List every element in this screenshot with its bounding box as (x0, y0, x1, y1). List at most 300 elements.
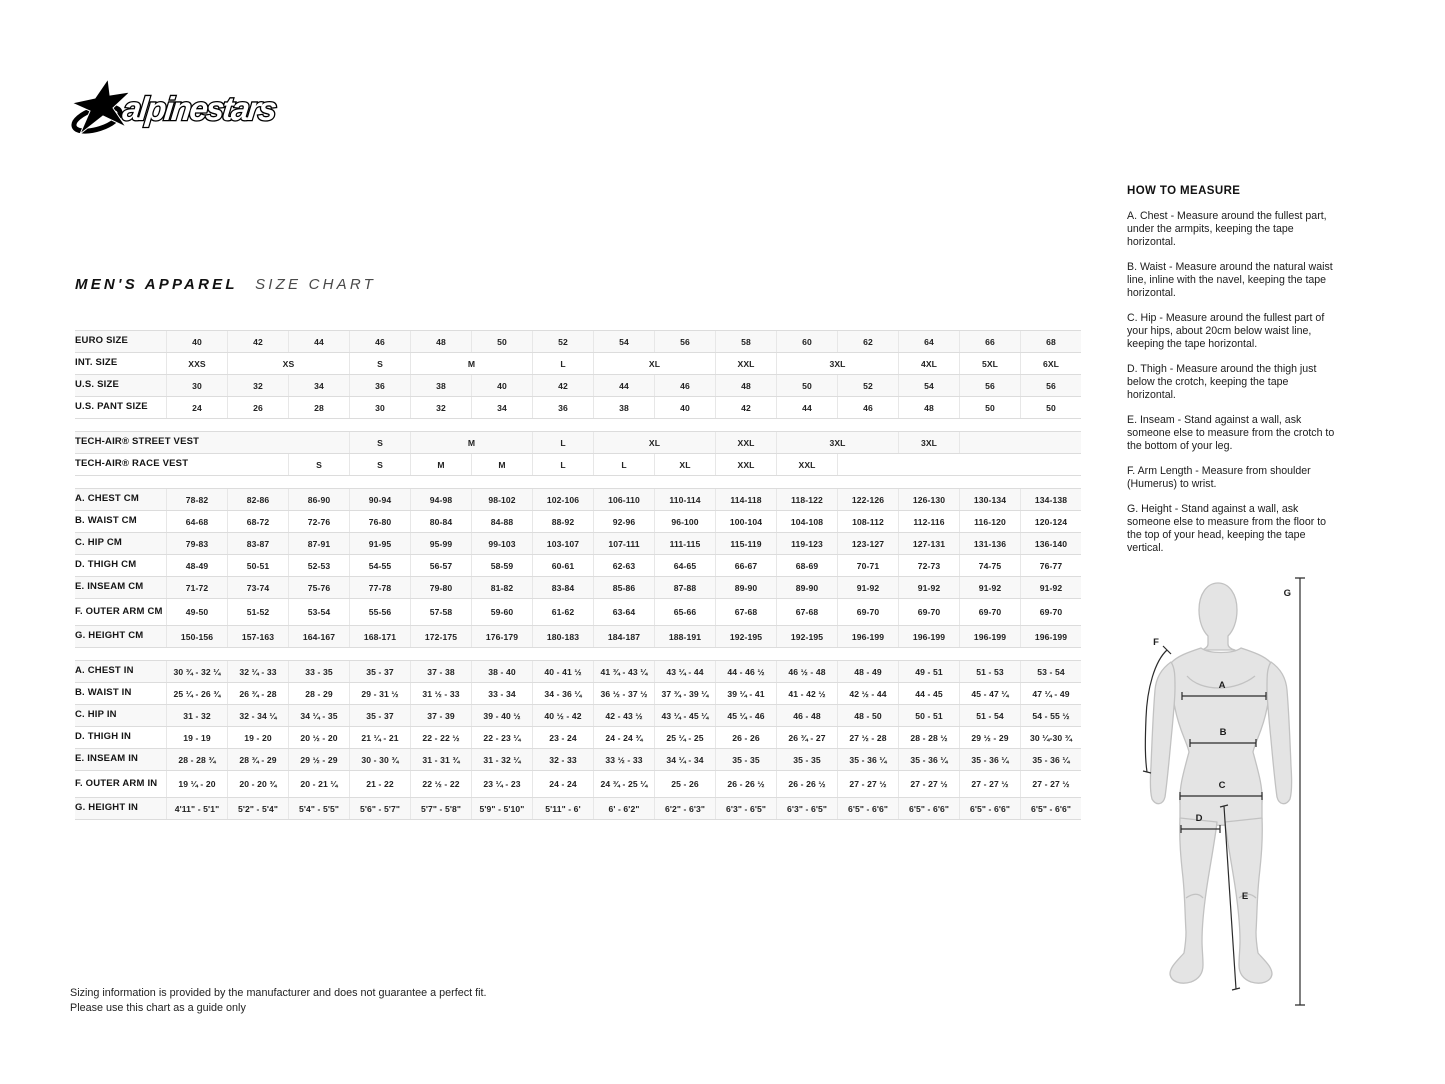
row-label: E. INSEAM IN (75, 753, 139, 765)
size-cell: 44 (288, 331, 349, 352)
how-to-measure-item: A. Chest - Measure around the fullest part, under the armpits, keeping the tape horizontal. (1127, 210, 1327, 249)
size-cell: 62-63 (593, 555, 654, 576)
size-cell: 57-58 (410, 599, 471, 625)
size-cell: 29 ½ - 29 (288, 749, 349, 770)
row-label: C. HIP IN (75, 709, 117, 721)
size-cell: 91-95 (349, 533, 410, 554)
size-cell: 134-138 (1020, 489, 1081, 510)
size-cell: 78-82 (166, 489, 227, 510)
size-cell: 22 ½ - 22 (410, 771, 471, 797)
size-cell: 6'5" - 6'6" (959, 798, 1020, 819)
size-cell: 50-51 (227, 555, 288, 576)
row-label: U.S. PANT SIZE (75, 401, 148, 413)
size-cell: 25 ¼ - 26 ¾ (166, 683, 227, 704)
size-cell: 88-92 (532, 511, 593, 532)
size-cell: 6'3" - 6'5" (776, 798, 837, 819)
size-cell: 64 (898, 331, 959, 352)
size-cell: 77-78 (349, 577, 410, 598)
row-label: U.S. SIZE (75, 379, 120, 391)
size-cell: 50 (959, 397, 1020, 418)
size-cell: 79-80 (410, 577, 471, 598)
size-cell: 36 (349, 375, 410, 396)
size-cell: 31 - 32 (166, 705, 227, 726)
table-row (75, 555, 1081, 577)
size-cell: 176-179 (471, 626, 532, 647)
size-cell: 39 ¼ - 41 (715, 683, 776, 704)
size-cell: 37 - 39 (410, 705, 471, 726)
size-cell: L (532, 454, 593, 475)
size-cell: 5XL (959, 353, 1020, 374)
row-label: TECH-AIR® RACE VEST (75, 458, 189, 470)
size-cell: 5'9" - 5'10" (471, 798, 532, 819)
row-label: INT. SIZE (75, 357, 118, 369)
size-cell: 75-76 (288, 577, 349, 598)
size-cell: 55-56 (349, 599, 410, 625)
size-cell: 102-106 (532, 489, 593, 510)
size-cell: 4'11" - 5'1" (166, 798, 227, 819)
size-cell: 40 (471, 375, 532, 396)
size-cell: 32 - 33 (532, 749, 593, 770)
size-cell: 76-77 (1020, 555, 1081, 576)
size-cell: 45 ¼ - 46 (715, 705, 776, 726)
row-label: G. HEIGHT CM (75, 630, 144, 642)
size-cell: XL (593, 353, 715, 374)
size-cell: M (471, 454, 532, 475)
size-cell: 86-90 (288, 489, 349, 510)
size-cell: 60-61 (532, 555, 593, 576)
size-cell: 108-112 (837, 511, 898, 532)
size-cell: L (593, 454, 654, 475)
size-cell: 81-82 (471, 577, 532, 598)
table-row (75, 489, 1081, 511)
size-cell: 39 - 40 ½ (471, 705, 532, 726)
size-cell: 64-65 (654, 555, 715, 576)
size-cell: 5'11" - 6' (532, 798, 593, 819)
size-cell: 42 - 43 ½ (593, 705, 654, 726)
page-title (75, 276, 376, 293)
size-cell: 87-88 (654, 577, 715, 598)
size-cell: 25 ¼ - 25 (654, 727, 715, 748)
row-label: D. THIGH IN (75, 731, 132, 743)
size-cell: 48 - 49 (837, 661, 898, 682)
size-cell: 56 (959, 375, 1020, 396)
size-cell: 24 (166, 397, 227, 418)
size-cell: 96-100 (654, 511, 715, 532)
table-row (75, 577, 1081, 599)
size-cell: 30 (166, 375, 227, 396)
size-cell: 67-68 (776, 599, 837, 625)
table-row (75, 432, 1081, 454)
size-cell: 89-90 (715, 577, 776, 598)
size-cell: XS (227, 353, 349, 374)
size-cell: 27 - 27 ½ (1020, 771, 1081, 797)
size-cell: 3XL (898, 432, 959, 453)
size-cell: M (410, 454, 471, 475)
table-row (75, 771, 1081, 798)
size-cell: 6'5" - 6'6" (1020, 798, 1081, 819)
size-cell: 127-131 (898, 533, 959, 554)
size-cell: 28 (288, 397, 349, 418)
row-label: B. WAIST CM (75, 515, 137, 527)
size-cell: 37 ¾ - 39 ¼ (654, 683, 715, 704)
size-cell: 73-74 (227, 577, 288, 598)
size-cell: 22 - 23 ¼ (471, 727, 532, 748)
size-cell: 80-84 (410, 511, 471, 532)
size-cell: 50 (1020, 397, 1081, 418)
size-cell: 38 (410, 375, 471, 396)
size-cell: 32 ¼ - 33 (227, 661, 288, 682)
size-cell: 65-66 (654, 599, 715, 625)
how-to-measure-item: C. Hip - Measure around the fullest part of your hips, about 20cm below waist line, keeping the tape horizontal. (1127, 312, 1325, 351)
size-cell: 26 - 26 (715, 727, 776, 748)
table-row (75, 375, 1081, 397)
table-section-inches (75, 660, 1081, 820)
row-label: EURO SIZE (75, 335, 129, 347)
size-cell: 58 (715, 331, 776, 352)
size-cell: 48 (898, 397, 959, 418)
size-cell: 5'4" - 5'5" (288, 798, 349, 819)
size-cell: 48-49 (166, 555, 227, 576)
size-cell: 26 - 26 ½ (715, 771, 776, 797)
size-cell: 56-57 (410, 555, 471, 576)
size-cell: 72-76 (288, 511, 349, 532)
size-cell: 32 (227, 375, 288, 396)
size-cell (837, 454, 1081, 475)
measure-line-G (1295, 578, 1305, 1005)
size-cell: 104-108 (776, 511, 837, 532)
size-cell: 83-84 (532, 577, 593, 598)
row-label: F. OUTER ARM CM (75, 605, 163, 617)
table-row (75, 749, 1081, 771)
size-cell: 32 (410, 397, 471, 418)
size-cell: 5'2" - 5'4" (227, 798, 288, 819)
table-row (75, 626, 1081, 648)
size-cell: 48 (715, 375, 776, 396)
alpinestars-wordmark: alpinestars (120, 91, 277, 128)
size-cell: 24 - 24 (532, 771, 593, 797)
size-cell: S (349, 432, 410, 453)
size-cell: 46 (654, 375, 715, 396)
size-cell: 28 - 28 ¾ (166, 749, 227, 770)
size-cell: 35 - 36 ¼ (837, 749, 898, 770)
size-cell: 196-199 (898, 626, 959, 647)
row-label: B. WAIST IN (75, 687, 132, 699)
size-cell: 37 - 38 (410, 661, 471, 682)
size-cell: 66 (959, 331, 1020, 352)
page-title-secondary: SIZE CHART (255, 276, 376, 293)
size-cell: 58-59 (471, 555, 532, 576)
footer-disclaimer (70, 986, 487, 1015)
size-cell: 103-107 (532, 533, 593, 554)
size-cell: 35 - 35 (715, 749, 776, 770)
size-cell: 28 - 28 ½ (898, 727, 959, 748)
size-cell: 122-126 (837, 489, 898, 510)
size-cell: 21 ¼ - 21 (349, 727, 410, 748)
size-cell: 26 (227, 397, 288, 418)
size-cell: 54 - 55 ½ (1020, 705, 1081, 726)
size-cell: 31 - 31 ¾ (410, 749, 471, 770)
size-cell: 91-92 (959, 577, 1020, 598)
size-cell: 46 - 48 (776, 705, 837, 726)
size-cell: 106-110 (593, 489, 654, 510)
size-cell: 107-111 (593, 533, 654, 554)
size-cell: 34 (471, 397, 532, 418)
size-cell: 172-175 (410, 626, 471, 647)
size-cell: 196-199 (837, 626, 898, 647)
size-cell: 42 (532, 375, 593, 396)
size-cell: 40 - 41 ½ (532, 661, 593, 682)
size-cell: 120-124 (1020, 511, 1081, 532)
size-cell: 42 (227, 331, 288, 352)
row-label: C. HIP CM (75, 537, 123, 549)
size-cell: 112-116 (898, 511, 959, 532)
size-cell: 67-68 (715, 599, 776, 625)
size-cell: 23 - 24 (532, 727, 593, 748)
label-A: A (1218, 680, 1226, 691)
size-cell: 27 ½ - 28 (837, 727, 898, 748)
size-cell: 100-104 (715, 511, 776, 532)
table-section-sizes (75, 330, 1081, 419)
table-row (75, 683, 1081, 705)
size-cell: 51 - 54 (959, 705, 1020, 726)
size-cell: 60 (776, 331, 837, 352)
size-cell: 126-130 (898, 489, 959, 510)
size-cell: 34 - 36 ¼ (532, 683, 593, 704)
size-cell: 196-199 (1020, 626, 1081, 647)
table-row (75, 661, 1081, 683)
size-cell: 34 (288, 375, 349, 396)
size-cell: 110-114 (654, 489, 715, 510)
size-cell: 40 ½ - 42 (532, 705, 593, 726)
size-cell: 41 ¾ - 43 ¼ (593, 661, 654, 682)
size-cell: M (410, 353, 532, 374)
size-cell: 47 ¼ - 49 (1020, 683, 1081, 704)
size-cell: 35 - 36 ¼ (1020, 749, 1081, 770)
size-cell: 98-102 (471, 489, 532, 510)
size-cell: 84-88 (471, 511, 532, 532)
size-cell: 33 - 35 (288, 661, 349, 682)
size-cell: 89-90 (776, 577, 837, 598)
how-to-measure-panel (1127, 185, 1339, 567)
how-to-measure-item: B. Waist - Measure around the natural waist line, inline with the navel, keeping the tape horizontal. (1127, 261, 1333, 300)
size-cell: 33 - 34 (471, 683, 532, 704)
size-cell: 42 ½ - 44 (837, 683, 898, 704)
size-cell: 30 ¼-30 ¾ (1020, 727, 1081, 748)
size-cell: 82-86 (227, 489, 288, 510)
size-cell: 119-123 (776, 533, 837, 554)
size-cell: 38 - 40 (471, 661, 532, 682)
size-cell: 36 ½ - 37 ½ (593, 683, 654, 704)
size-cell: 26 ¾ - 28 (227, 683, 288, 704)
size-cell: 71-72 (166, 577, 227, 598)
size-cell: 5'7" - 5'8" (410, 798, 471, 819)
alpinestars-logo (70, 78, 330, 140)
size-cell: 61-62 (532, 599, 593, 625)
table-section-centimeters (75, 488, 1081, 648)
size-cell: 49 - 51 (898, 661, 959, 682)
size-cell: S (288, 454, 349, 475)
how-to-measure-item: E. Inseam - Stand against a wall, ask someone else to measure from the crotch to the bottom of your leg. (1127, 414, 1335, 453)
row-label: D. THIGH CM (75, 559, 137, 571)
size-cell: 48 (410, 331, 471, 352)
size-cell: 66-67 (715, 555, 776, 576)
size-cell: 48 - 50 (837, 705, 898, 726)
size-cell: 59-60 (471, 599, 532, 625)
size-cell: 184-187 (593, 626, 654, 647)
size-cell: 40 (654, 397, 715, 418)
size-cell: 54 (593, 331, 654, 352)
size-cell: 192-195 (776, 626, 837, 647)
size-cell: 35 - 36 ¼ (959, 749, 1020, 770)
size-cell: 111-115 (654, 533, 715, 554)
size-cell: 52-53 (288, 555, 349, 576)
size-cell: 68-69 (776, 555, 837, 576)
table-row (75, 454, 1081, 476)
size-cell: 94-98 (410, 489, 471, 510)
size-cell: 44 (593, 375, 654, 396)
size-cell: 91-92 (1020, 577, 1081, 598)
how-to-measure-items (1127, 210, 1339, 555)
size-cell: 46 (837, 397, 898, 418)
how-to-measure-item: G. Height - Stand against a wall, ask someone else to measure from the floor to the top of your head, keeping the tape vertical. (1127, 503, 1327, 555)
how-to-measure-heading: HOW TO MEASURE (1127, 185, 1241, 197)
size-cell: 54 (898, 375, 959, 396)
size-cell: 26 - 26 ½ (776, 771, 837, 797)
size-cell: 91-92 (837, 577, 898, 598)
size-cell: 118-122 (776, 489, 837, 510)
size-cell: 34 ¼ - 34 (654, 749, 715, 770)
size-cell: S (349, 454, 410, 475)
footer-line-1: Sizing information is provided by the manufacturer and does not guarantee a perfect fit. (70, 987, 487, 999)
size-cell: 164-167 (288, 626, 349, 647)
size-cell: 157-163 (227, 626, 288, 647)
label-D: D (1195, 813, 1203, 824)
size-cell: 19 ¼ - 20 (166, 771, 227, 797)
size-cell: 30 ¾ - 32 ¼ (166, 661, 227, 682)
size-cell: 40 (166, 331, 227, 352)
table-row (75, 353, 1081, 375)
size-cell: 51 - 53 (959, 661, 1020, 682)
size-cell: 31 ½ - 33 (410, 683, 471, 704)
size-cell: XXL (776, 454, 837, 475)
table-row (75, 533, 1081, 555)
size-cell: 53 - 54 (1020, 661, 1081, 682)
size-cell: 45 - 47 ¼ (959, 683, 1020, 704)
footer-line-2: Please use this chart as a guide only (70, 1001, 246, 1014)
size-cell: 24 ¾ - 25 ¼ (593, 771, 654, 797)
size-cell: 35 - 37 (349, 661, 410, 682)
size-cell: XL (593, 432, 715, 453)
size-cell: 30 - 30 ¾ (349, 749, 410, 770)
size-cell: 62 (837, 331, 898, 352)
size-cell: 6'3" - 6'5" (715, 798, 776, 819)
label-B: B (1219, 727, 1227, 738)
size-cell: XXL (715, 353, 776, 374)
size-cell: 130-134 (959, 489, 1020, 510)
size-cell: 85-86 (593, 577, 654, 598)
size-cell: M (410, 432, 532, 453)
size-cell: 3XL (776, 432, 898, 453)
page-title-primary: MEN'S APPAREL (75, 276, 238, 293)
size-cell: 69-70 (837, 599, 898, 625)
label-E: E (1241, 891, 1249, 902)
size-cell: 24 - 24 ¾ (593, 727, 654, 748)
size-cell: 188-191 (654, 626, 715, 647)
label-F: F (1153, 637, 1159, 648)
size-cell: 52 (837, 375, 898, 396)
size-cell: 136-140 (1020, 533, 1081, 554)
size-cell: 6'5" - 6'6" (837, 798, 898, 819)
size-cell: 95-99 (410, 533, 471, 554)
size-table (75, 330, 1081, 832)
size-cell: 28 - 29 (288, 683, 349, 704)
size-cell: 35 - 35 (776, 749, 837, 770)
size-cell: 196-199 (959, 626, 1020, 647)
size-cell: 50 (471, 331, 532, 352)
size-cell: 115-119 (715, 533, 776, 554)
size-cell: 46 ½ - 48 (776, 661, 837, 682)
size-cell: 27 - 27 ½ (959, 771, 1020, 797)
size-cell: 20 ½ - 20 (288, 727, 349, 748)
size-cell: 116-120 (959, 511, 1020, 532)
size-cell: 6'5" - 6'6" (898, 798, 959, 819)
size-cell: 44 - 45 (898, 683, 959, 704)
size-cell: 29 ½ - 29 (959, 727, 1020, 748)
row-label: A. CHEST CM (75, 493, 139, 505)
size-cell: 68-72 (227, 511, 288, 532)
size-cell: 52 (532, 331, 593, 352)
table-row (75, 798, 1081, 820)
table-row (75, 599, 1081, 626)
size-cell: 99-103 (471, 533, 532, 554)
size-cell: S (349, 353, 410, 374)
size-cell: 131-136 (959, 533, 1020, 554)
size-cell: 83-87 (227, 533, 288, 554)
size-cell: 180-183 (532, 626, 593, 647)
size-cell: 53-54 (288, 599, 349, 625)
size-cell: 20 - 20 ¾ (227, 771, 288, 797)
table-row (75, 705, 1081, 727)
size-cell: 35 - 37 (349, 705, 410, 726)
size-cell: 69-70 (898, 599, 959, 625)
size-cell: 29 - 31 ½ (349, 683, 410, 704)
size-cell: 43 ¼ - 44 (654, 661, 715, 682)
label-C: C (1218, 780, 1226, 791)
size-cell: 79-83 (166, 533, 227, 554)
size-cell: 56 (654, 331, 715, 352)
size-cell: 50 (776, 375, 837, 396)
size-cell: 26 ¾ - 27 (776, 727, 837, 748)
size-cell: 6' - 6'2" (593, 798, 654, 819)
size-cell: XXL (715, 454, 776, 475)
size-cell: 54-55 (349, 555, 410, 576)
size-cell: 41 - 42 ½ (776, 683, 837, 704)
size-cell: 91-92 (898, 577, 959, 598)
how-to-measure-item: D. Thigh - Measure around the thigh just below the crotch, keeping the tape horizontal. (1127, 363, 1317, 402)
size-cell: 19 - 19 (166, 727, 227, 748)
table-row (75, 727, 1081, 749)
size-cell: 76-80 (349, 511, 410, 532)
size-cell: 36 (532, 397, 593, 418)
size-cell: 90-94 (349, 489, 410, 510)
size-cell: XXL (715, 432, 776, 453)
table-row (75, 331, 1081, 353)
size-cell: 22 - 22 ½ (410, 727, 471, 748)
size-cell: 4XL (898, 353, 959, 374)
size-cell: 31 - 32 ¼ (471, 749, 532, 770)
size-cell: 33 ½ - 33 (593, 749, 654, 770)
body-measurement-diagram (1123, 568, 1323, 1020)
